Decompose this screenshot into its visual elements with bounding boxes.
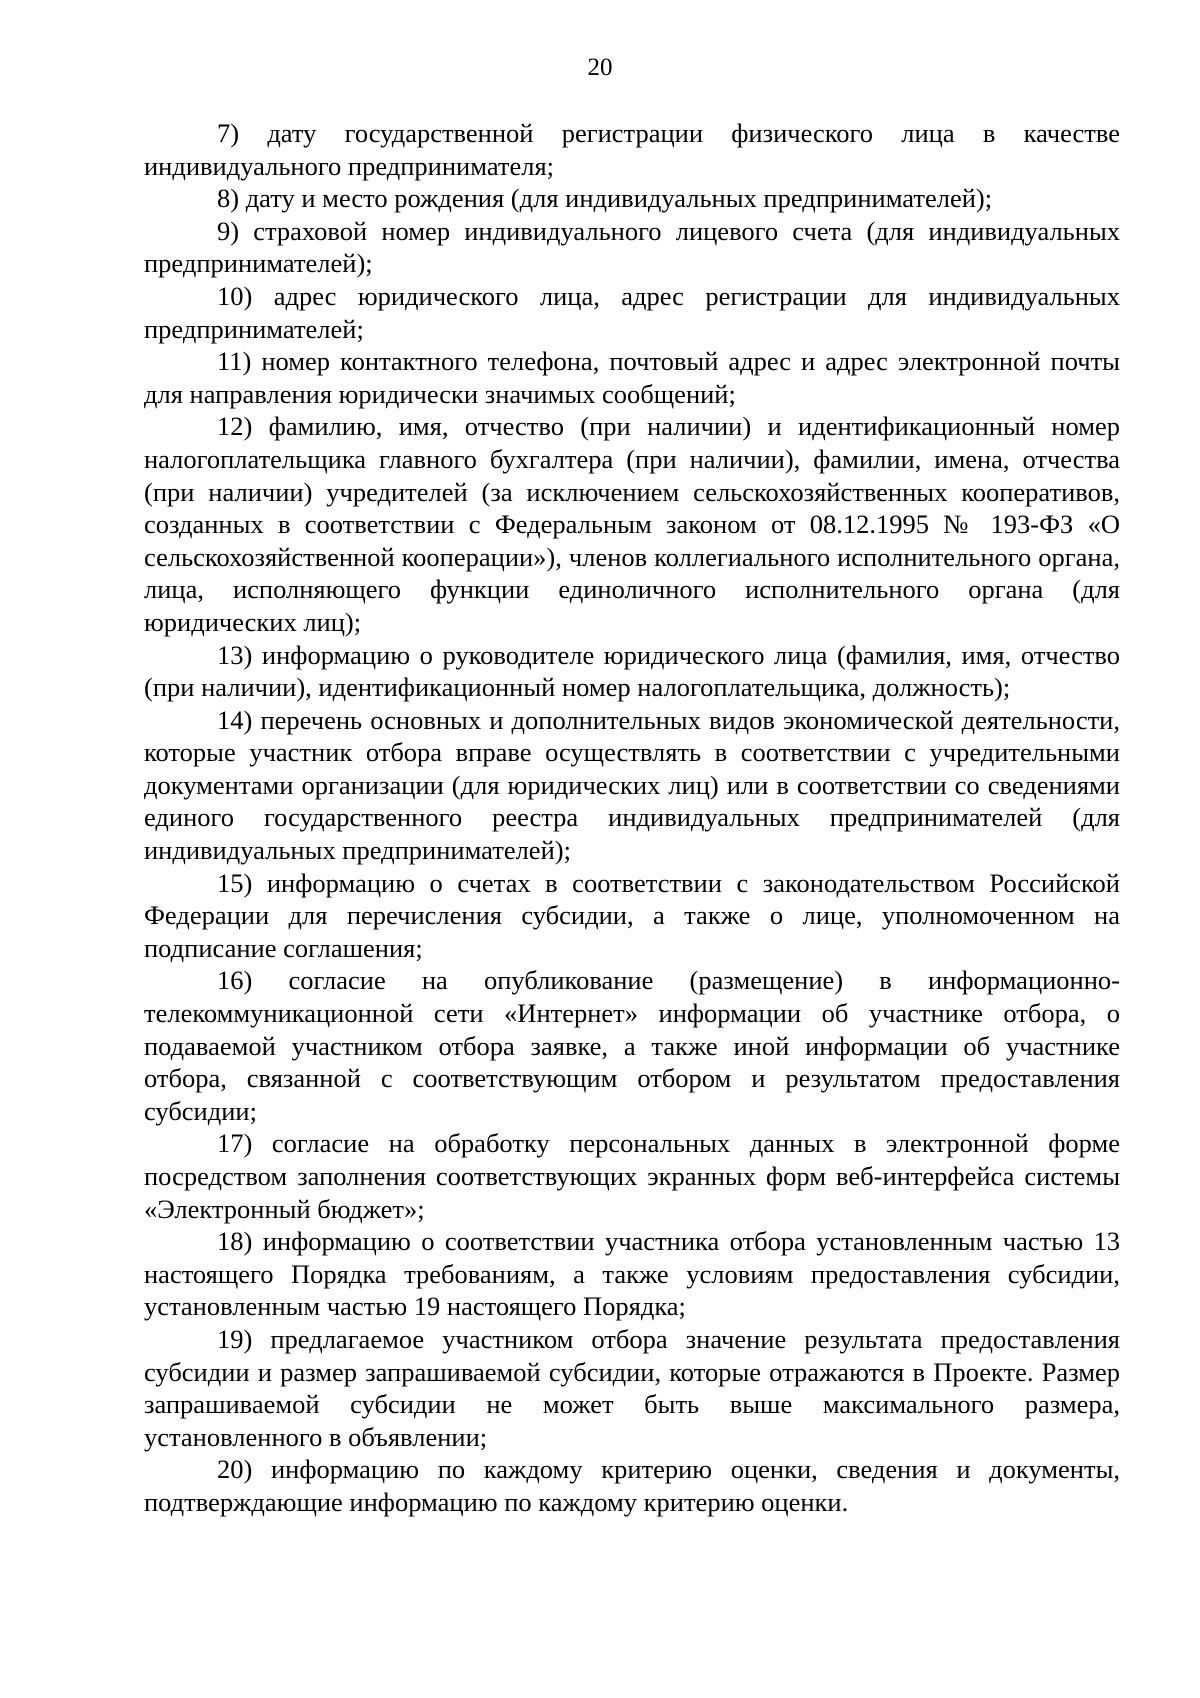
list-item-7: 7) дату государственной регистрации физического лица в качестве индивидуального предпринимателя; [144,118,1120,181]
list-item-19: 19) предлагаемое участником отбора значение результата предоставления субсидии и размер запрашиваемой субсидии, которые отражаются в Проекте. Размер запрашиваемой субсидии не может быть выше максимального размера, установленного в объявлении; [144,1323,1120,1452]
page-number: 20 [587,54,613,81]
list-item-16: 16) согласие на опубликование (размещение) в информационно-телекоммуникационной сети «Интернет» информации об участнике отбора, о подаваемой участником отбора заявке, а также иной информации об участнике отбора, связанной с соответствующим отбором и результатом предоставления субсидии; [144,965,1120,1126]
list-item-8: 8) дату и место рождения (для индивидуальных предпринимателей); [217,183,993,214]
list-item-14: 14) перечень основных и дополнительных видов экономической деятельности, которые участник отбора вправе осуществлять в соответствии с учредительными документами организации (для юридических лиц) или в соответствии со сведениями единого государственного реестра индивидуальных предпринимателей (для индивидуальных предпринимателей); [144,704,1120,866]
list-item-13: 13) информацию о руководителе юридического лица (фамилия, имя, отчество (при наличии), идентификационный номер налогоплательщика, должность); [144,639,1120,703]
list-item-20: 20) информацию по каждому критерию оценки, сведения и документы, подтверждающие информацию по каждому критерию оценки. [144,1454,1120,1517]
document-body [144,117,1120,1519]
list-item-10: 10) адрес юридического лица, адрес регистрации для индивидуальных предпринимателей; [144,280,1120,344]
list-item-11: 11) номер контактного телефона, почтовый адрес и адрес электронной почты для направления юридически значимых сообщений; [144,346,1120,409]
list-item-15: 15) информацию о счетах в соответствии с законодательством Российской Федерации для перечисления субсидии, а также о лице, уполномоченном на подписание соглашения; [144,867,1120,963]
list-item-9: 9) страховой номер индивидуального лицевого счета (для индивидуальных предпринимателей); [144,215,1120,279]
list-item-12: 12) фамилию, имя, отчество (при наличии) и идентификационный номер налогоплательщика главного бухгалтера (при наличии), фамилии, имена, отчества (при наличии) учредителей (за исключением сельскохозяйственных кооперативов, созданных в соответствии с Федеральным законом от 08.12.1995 № 193-ФЗ «О сельскохозяйственной кооперации»), членов коллегиального исполнительного органа, лица, исполняющего функции единоличного исполнительного органа (для юридических лиц); [144,411,1120,637]
list-item-18: 18) информацию о соответствии участника отбора установленным частью 13 настоящего Порядка требованиям, а также условиям предоставления субсидии, установленным частью 19 настоящего Порядка; [144,1226,1120,1322]
list-item-17: 17) согласие на обработку персональных данных в электронной форме посредством заполнения соответствующих экранных форм веб-интерфейса системы «Электронный бюджет»; [144,1128,1120,1224]
